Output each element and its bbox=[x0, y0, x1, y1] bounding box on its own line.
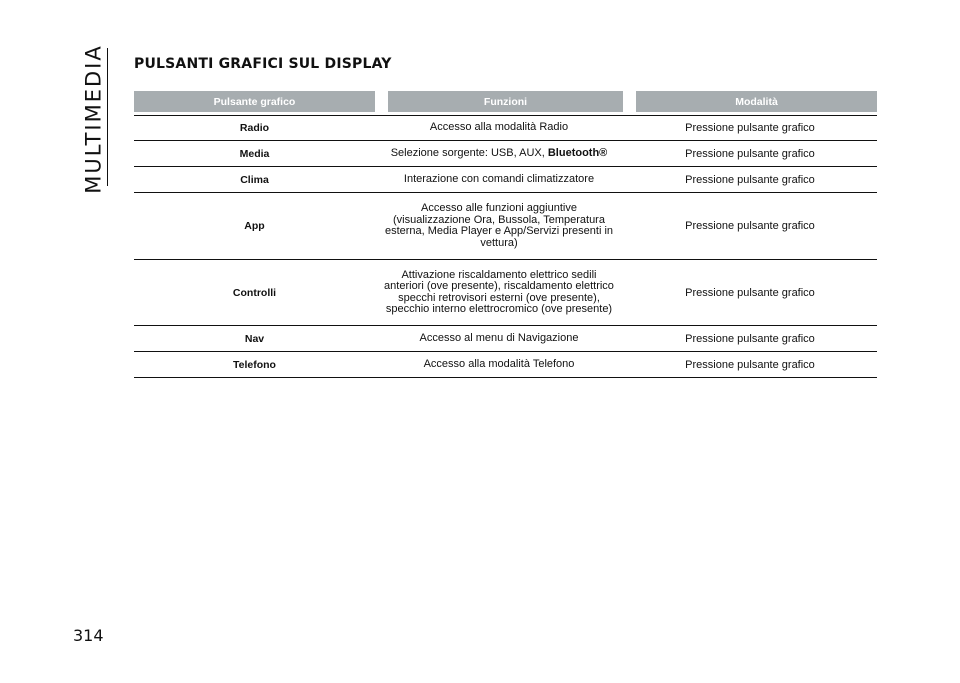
cell-mode: Pressione pulsante grafico bbox=[685, 332, 815, 345]
cell-button: App bbox=[244, 220, 265, 232]
header-mode: Modalità bbox=[636, 91, 877, 112]
section-title-vertical bbox=[70, 44, 118, 194]
page-number: 314 bbox=[73, 626, 104, 645]
cell-function-text: Selezione sorgente: USB, AUX, bbox=[390, 146, 548, 159]
section-divider bbox=[107, 48, 108, 186]
section-title-text: MULTIMEDIA bbox=[82, 44, 106, 194]
table-header bbox=[134, 91, 877, 112]
header-functions: Funzioni bbox=[388, 91, 623, 112]
cell-function: Accesso alla modalità Telefono bbox=[423, 357, 575, 370]
cell-button: Radio bbox=[239, 122, 270, 134]
header-button: Pulsante grafico bbox=[134, 91, 375, 112]
cell-button: Controlli bbox=[232, 286, 277, 299]
cell-function-bold: Bluetooth® bbox=[547, 146, 608, 159]
cell-button: Telefono bbox=[233, 358, 276, 371]
cell-mode: Pressione pulsante grafico bbox=[685, 286, 815, 299]
table-row bbox=[134, 141, 877, 167]
page-heading: PULSANTI GRAFICI SUL DISPLAY bbox=[134, 56, 392, 72]
cell-button: Media bbox=[239, 147, 270, 160]
table-row bbox=[134, 352, 877, 378]
table-row bbox=[134, 167, 877, 193]
cell-button: Clima bbox=[240, 173, 269, 186]
cell-function: Interazione con comandi climatizzatore bbox=[403, 172, 595, 185]
table-row bbox=[134, 116, 877, 141]
cell-function: Accesso al menu di Navigazione bbox=[419, 331, 579, 344]
table-row bbox=[134, 260, 877, 326]
cell-mode: Pressione pulsante grafico bbox=[685, 122, 815, 134]
cell-function bbox=[375, 148, 623, 160]
table-row bbox=[134, 193, 877, 260]
cell-function: Accesso alla modalità Radio bbox=[429, 121, 569, 134]
cell-mode: Pressione pulsante grafico bbox=[685, 147, 815, 160]
table-row bbox=[134, 326, 877, 352]
cell-button: Nav bbox=[244, 332, 265, 345]
graphic-buttons-table bbox=[134, 91, 877, 378]
cell-mode: Pressione pulsante grafico bbox=[685, 173, 815, 186]
cell-mode: Pressione pulsante grafico bbox=[685, 358, 815, 371]
cell-mode: Pressione pulsante grafico bbox=[685, 220, 815, 232]
cell-function: Accesso alle funzioni aggiuntive (visualizzazione Ora, Bussola, Temperatura esterna, Media Player e App/Servizi presenti in vettura) bbox=[384, 202, 614, 249]
cell-function: Attivazione riscaldamento elettrico sedili anteriori (ove presente), riscaldamento elettrico specchi retrovisori esterni (ove presente), specchio interno elettrocromico (ove presente) bbox=[384, 268, 614, 315]
